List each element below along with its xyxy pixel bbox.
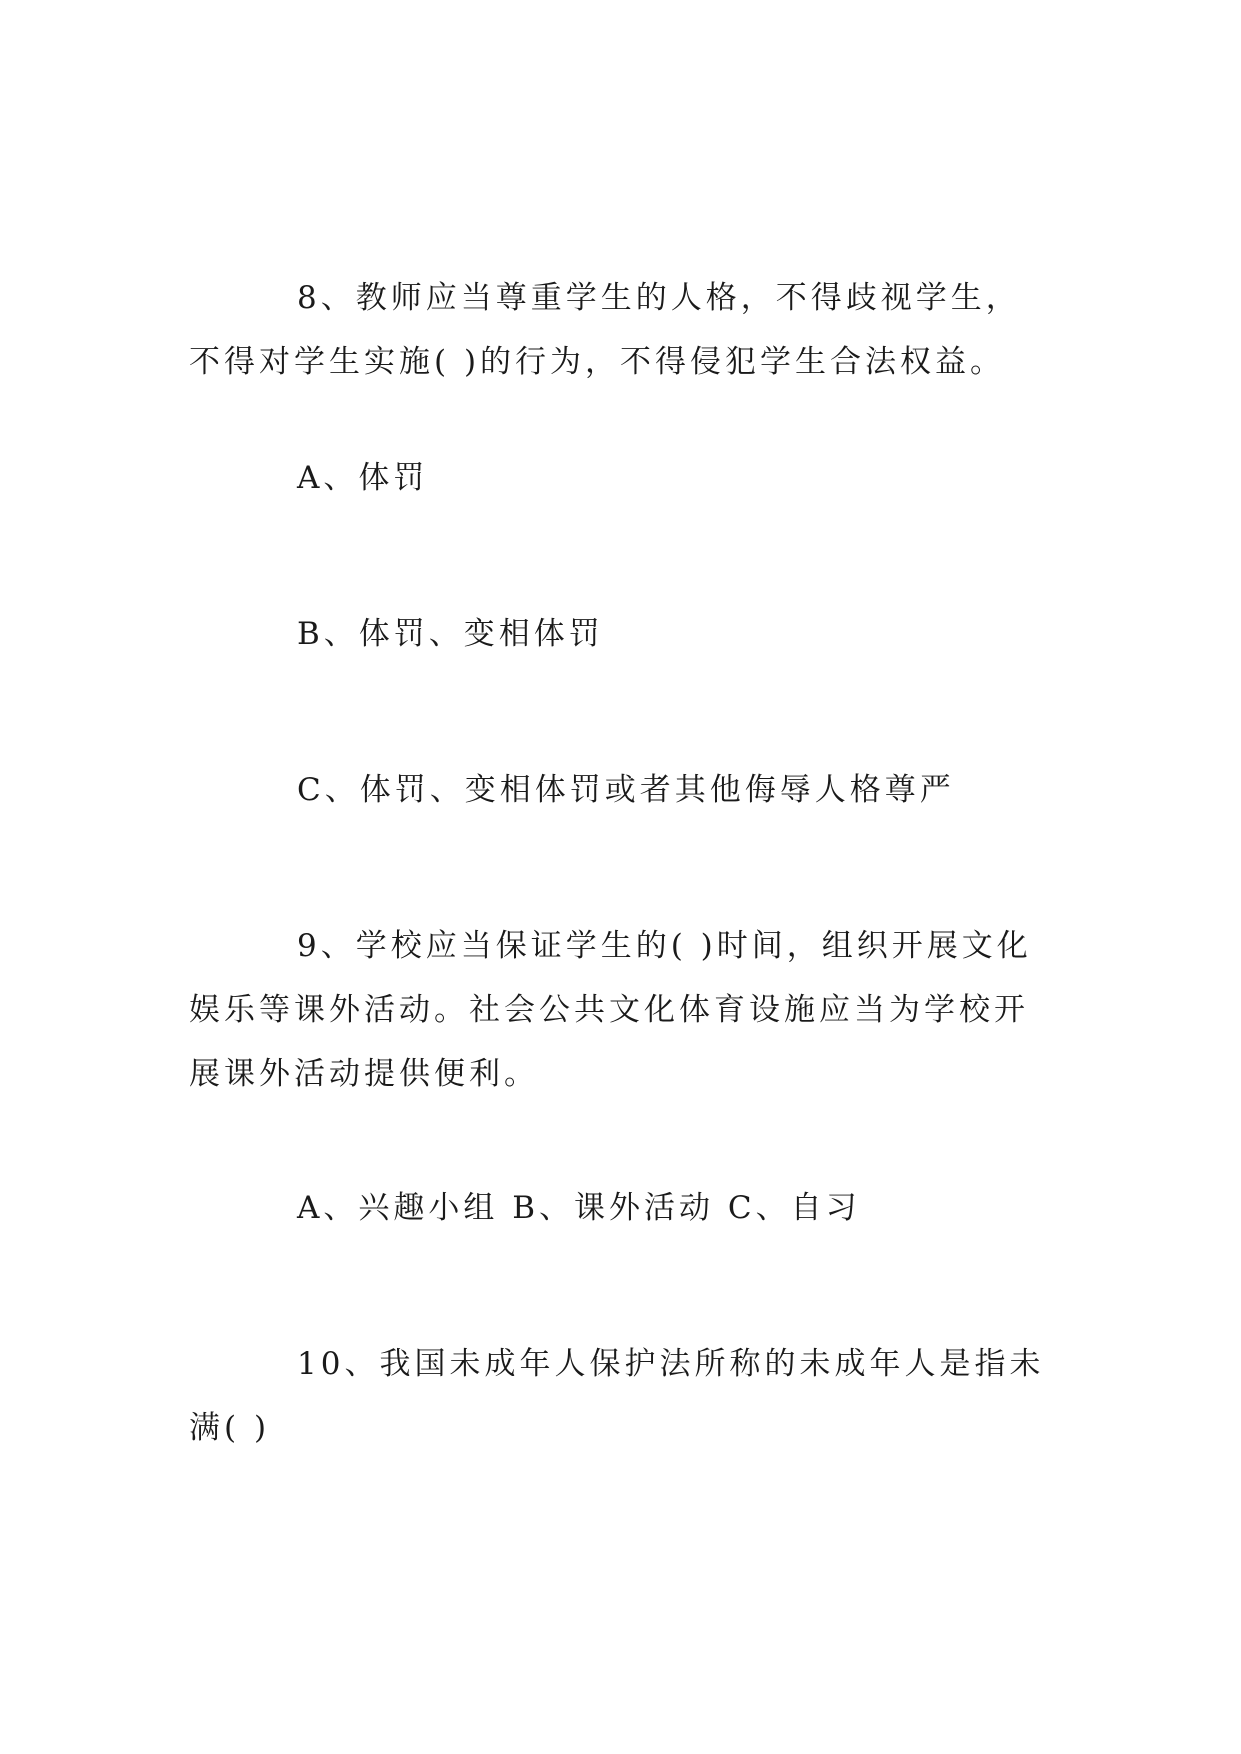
question-10-stem: 10、我国未成年人保护法所称的未成年人是指未满( ) (189, 1346, 1045, 1446)
question-8-option-c: C、体罚、变相体罚或者其他侮辱人格尊严 (297, 772, 955, 808)
question-8-option-b: B、体罚、变相体罚 (297, 616, 604, 652)
question-8-stem: 8、教师应当尊重学生的人格，不得歧视学生，不得对学生实施( )的行为，不得侵犯学生合法权益。 (189, 280, 1021, 380)
question-8-option-a: A、体罚 (297, 460, 429, 496)
question-9-options: A、兴趣小组 B、课外活动 C、自习 (297, 1190, 861, 1226)
question-9-stem: 9、学校应当保证学生的( )时间，组织开展文化娱乐等课外活动。社会公共文化体育设施应当为学校开展课外活动提供便利。 (189, 928, 1032, 1092)
